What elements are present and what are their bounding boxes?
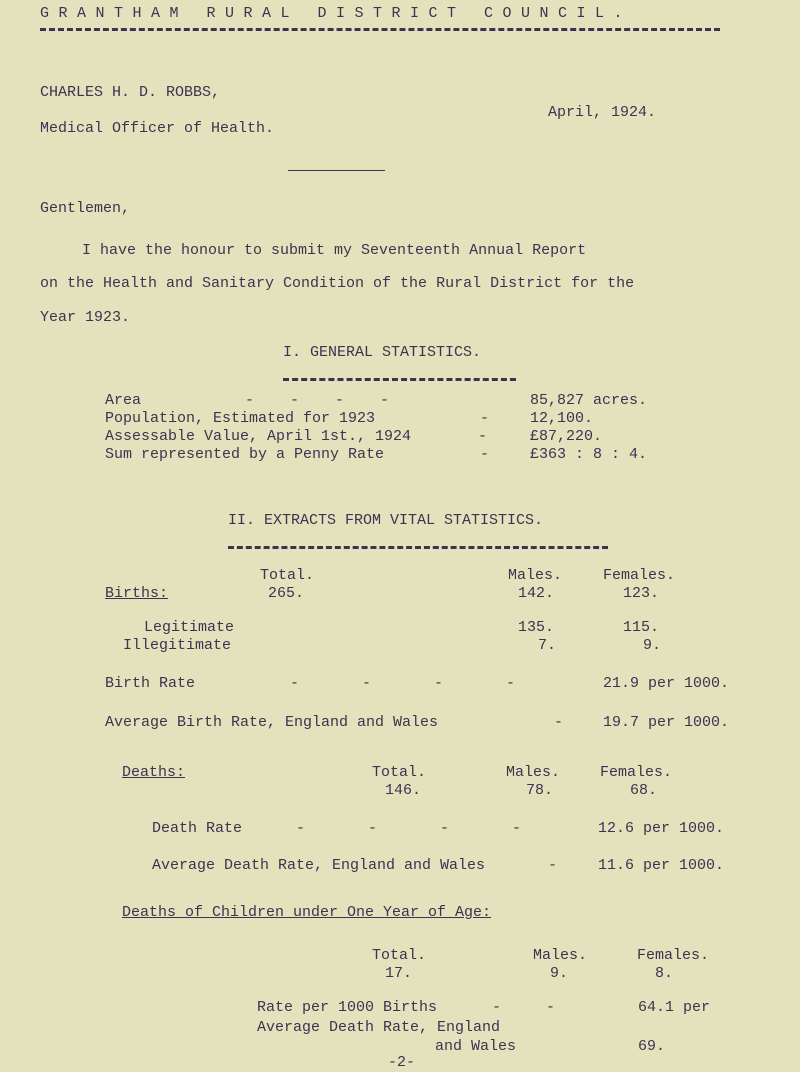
letter-line: on the Health and Sanitary Condition of the Rural District for the [40,275,635,292]
births-males: 142. [518,585,555,602]
leader-dashes: - - - - [296,820,522,837]
stat-label: Sum represented by a Penny Rate [105,446,385,463]
col-header: Total. [372,947,427,964]
stat-value: 85,827 acres. [530,392,648,409]
col-header: Males. [508,567,563,584]
col-header: Females. [603,567,676,584]
births-label: Births: [105,585,169,602]
infant-avg-label: Average Death Rate, England [257,1019,501,1036]
births-total: 265. [268,585,305,602]
leader-dashes: - - [492,999,556,1016]
infant-males: 9. [550,965,569,982]
legitimate-males: 135. [518,619,555,636]
deaths-label: Deaths: [122,764,186,781]
legitimate-females: 115. [623,619,660,636]
author-title: Medical Officer of Health. [40,120,275,137]
col-header: Total. [260,567,315,584]
avg-birth-rate-value: 19.7 per 1000. [603,714,730,731]
deaths-males: 78. [526,782,554,799]
stat-label: Assessable Value, April 1st., 1924 [105,428,412,445]
stat-value: £363 : 8 : 4. [530,446,648,463]
stat-dashes: - [480,446,490,463]
salutation: Gentlemen, [40,200,131,217]
section-heading: II. EXTRACTS FROM VITAL STATISTICS. [228,512,544,529]
letter-line: Year 1923. [40,309,131,326]
stat-dashes: - [478,428,488,445]
section-heading: I. GENERAL STATISTICS. [283,344,482,361]
col-header: Males. [506,764,561,781]
illegitimate-males: 7. [538,637,557,654]
letter-line: I have the honour to submit my Seventeenth Annual Report [82,242,587,259]
infant-avg-label: and Wales [435,1038,517,1055]
birth-rate-value: 21.9 per 1000. [603,675,730,692]
infant-avg-value: 69. [638,1038,666,1055]
leader-dashes: - - - - [290,675,516,692]
avg-birth-rate-label: Average Birth Rate, England and Wales [105,714,439,731]
stat-value: 12,100. [530,410,594,427]
birth-rate-label: Birth Rate [105,675,196,692]
births-females: 123. [623,585,660,602]
page-number: -2- [388,1054,416,1071]
col-header: Females. [637,947,710,964]
infant-total: 17. [385,965,413,982]
divider [283,378,516,381]
stat-dashes: - - - - [245,392,390,409]
infant-females: 8. [655,965,674,982]
stat-label: Area [105,392,142,409]
leader-dashes: - [548,857,558,874]
council-header: GRANTHAM RURAL DISTRICT COUNCIL. [40,5,633,22]
avg-death-rate-label: Average Death Rate, England and Wales [152,857,486,874]
avg-death-rate-value: 11.6 per 1000. [598,857,725,874]
legitimate-label: Legitimate [144,619,235,636]
report-date: April, 1924. [548,104,657,121]
stat-label: Population, Estimated for 1923 [105,410,376,427]
death-rate-value: 12.6 per 1000. [598,820,725,837]
illegitimate-females: 9. [643,637,662,654]
deaths-females: 68. [630,782,658,799]
col-header: Males. [533,947,588,964]
author-name: CHARLES H. D. ROBBS, [40,84,221,101]
divider [228,546,608,549]
illegitimate-label: Illegitimate [123,637,232,654]
col-header: Total. [372,764,427,781]
deaths-total: 146. [385,782,422,799]
death-rate-label: Death Rate [152,820,243,837]
divider [288,170,385,171]
infant-rate-value: 64.1 per [638,999,711,1016]
stat-value: £87,220. [530,428,603,445]
infant-deaths-label: Deaths of Children under One Year of Age: [122,904,492,921]
divider [40,28,720,31]
stat-dashes: - [480,410,490,427]
col-header: Females. [600,764,673,781]
infant-rate-label: Rate per 1000 Births [257,999,438,1016]
leader-dashes: - [554,714,564,731]
